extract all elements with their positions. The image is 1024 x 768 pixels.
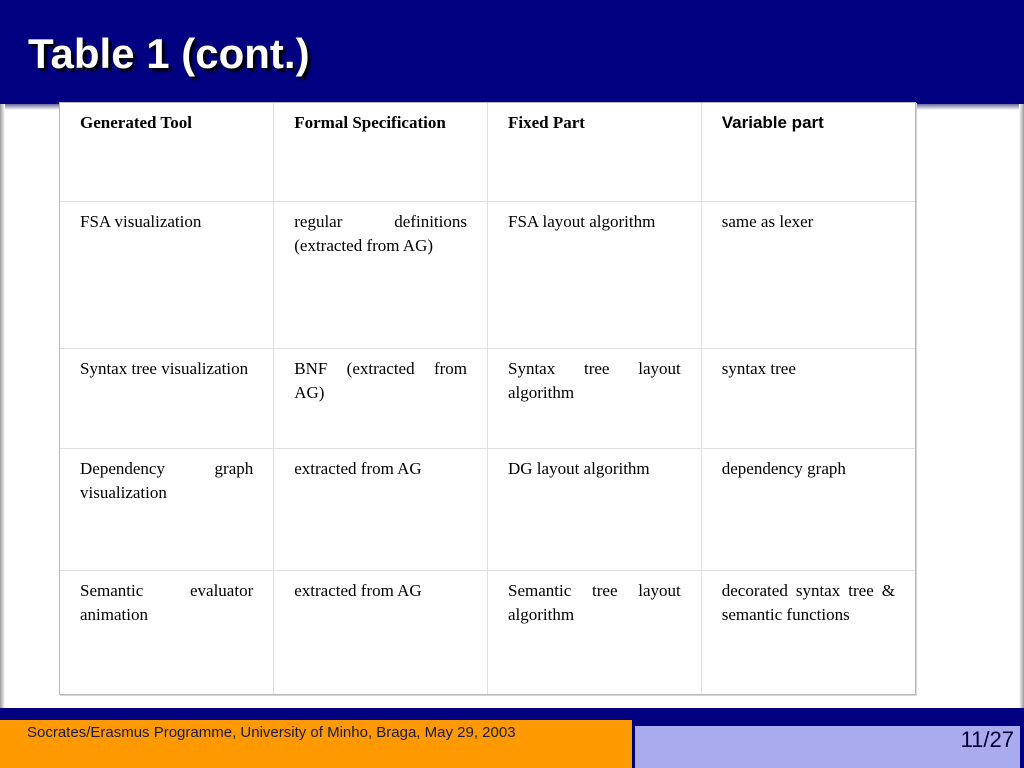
table-cell: Dependency graph visualization (60, 448, 274, 570)
footer-text: Socrates/Erasmus Programme, University of Minho, Braga, May 29, 2003 (27, 724, 516, 741)
table-cell: DG layout algorithm (488, 448, 702, 570)
table-cell: BNF (extracted from AG) (274, 349, 488, 448)
table-row (60, 571, 915, 694)
right-border (1019, 104, 1024, 708)
comparison-table (59, 102, 916, 695)
table-cell: FSA visualization (60, 201, 274, 348)
table-cell: extracted from AG (274, 571, 488, 694)
header-generated-tool: Generated Tool (60, 103, 274, 201)
table-row (60, 201, 915, 348)
header-variable-part: Variable part (701, 103, 915, 201)
table-cell: decorated syntax tree & semantic functions (701, 571, 915, 694)
slide-title: Table 1 (cont.) (28, 30, 310, 77)
table-cell: same as lexer (701, 201, 915, 348)
table-cell: extracted from AG (274, 448, 488, 570)
table-cell: regular definitions (extracted from AG) (274, 201, 488, 348)
table-row (60, 448, 915, 570)
table-cell: dependency graph (701, 448, 915, 570)
header-formal-specification: Formal Specification (274, 103, 488, 201)
table-cell: Semantic evaluator animation (60, 571, 274, 694)
left-border (0, 104, 5, 708)
table-cell: Syntax tree layout algorithm (488, 349, 702, 448)
table-cell: Semantic tree layout algorithm (488, 571, 702, 694)
table-row (60, 349, 915, 448)
table-cell: Syntax tree visualization (60, 349, 274, 448)
table-header-row (60, 103, 915, 201)
table-cell: FSA layout algorithm (488, 201, 702, 348)
page-number: 11/27 (960, 727, 1014, 752)
table-cell: syntax tree (701, 349, 915, 448)
header-fixed-part: Fixed Part (488, 103, 702, 201)
footer-band (0, 708, 1024, 720)
